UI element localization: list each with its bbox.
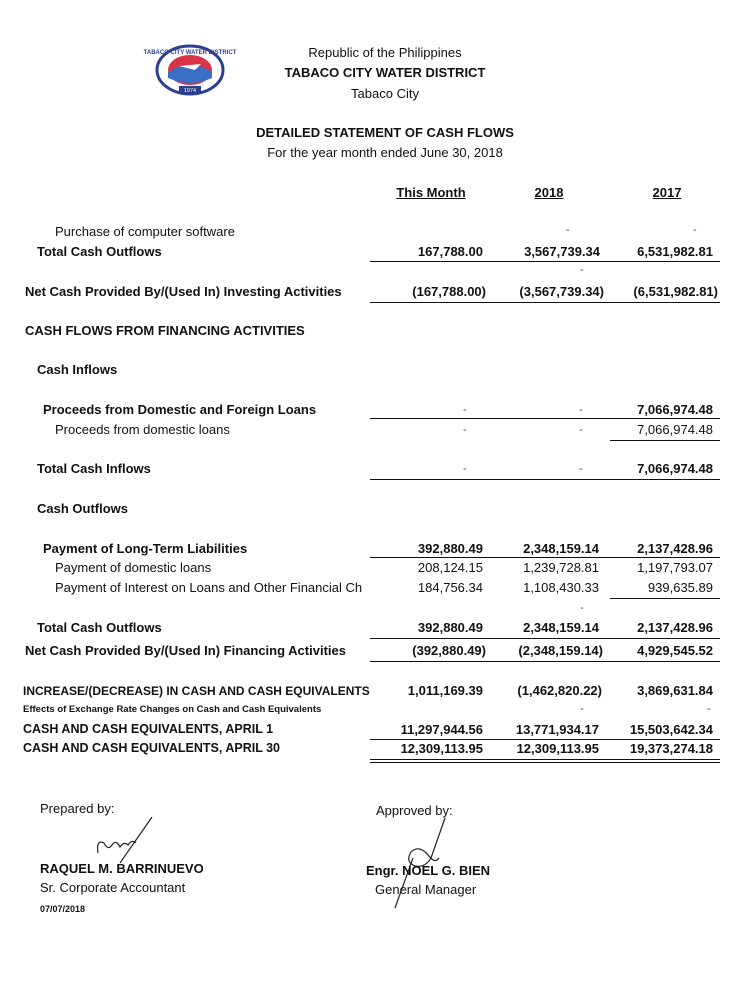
approved-by-name: Engr. NOEL G. BIEN	[366, 863, 491, 878]
value-2017: 3,869,631.84	[637, 683, 713, 698]
subsection-cash-outflows: Cash Outflows	[37, 501, 129, 516]
value-2018: (2,348,159.14)	[518, 643, 603, 658]
rule	[370, 638, 720, 639]
value-2018: (1,462,820.22)	[517, 683, 602, 698]
value-2017: 2,137,428.96	[637, 620, 713, 635]
dash: -	[463, 463, 467, 475]
row-label-april-30: CASH AND CASH EQUIVALENTS, APRIL 30	[23, 741, 280, 755]
rule	[610, 440, 720, 441]
row-label-payment-interest: Payment of Interest on Loans and Other Financial Ch	[55, 580, 363, 595]
republic-line: Republic of the Philippines	[308, 45, 462, 60]
dash: -	[579, 424, 583, 436]
city-name: Tabaco City	[351, 86, 419, 101]
rule	[370, 418, 720, 419]
value-2018: 2,348,159.14	[523, 541, 599, 556]
double-rule	[370, 759, 720, 763]
row-label-proceeds: Proceeds from Domestic and Foreign Loans	[43, 402, 317, 417]
value-this-month: 12,309,113.95	[400, 741, 483, 756]
statement-title: DETAILED STATEMENT OF CASH FLOWS	[256, 125, 514, 140]
rule	[370, 557, 720, 558]
col-header-2018: 2018	[534, 185, 564, 200]
value-2018: 1,239,728.81	[523, 560, 599, 575]
rule	[370, 661, 720, 662]
row-label-total-outflows-financing: Total Cash Outflows	[37, 620, 162, 635]
value-2018: 3,567,739.34	[524, 244, 600, 259]
value-2017: 7,066,974.48	[637, 461, 713, 476]
prepared-by-label: Prepared by:	[40, 801, 115, 816]
value-2017: 4,929,545.52	[637, 643, 713, 658]
col-header-this-month: This Month	[396, 185, 466, 200]
value-this-month: 392,880.49	[417, 620, 483, 635]
row-label-software: Purchase of computer software	[55, 224, 235, 239]
row-label-payment-ltl: Payment of Long-Term Liabilities	[43, 541, 248, 556]
value-2018: 12,309,113.95	[516, 741, 599, 756]
district-name: TABACO CITY WATER DISTRICT	[284, 65, 486, 80]
value-this-month: 11,297,944.56	[400, 722, 483, 737]
value-2017: 939,635.89	[647, 580, 713, 595]
value-2018: 13,771,934.17	[515, 722, 599, 737]
value-2017: 2,137,428.96	[637, 541, 713, 556]
value-2017: 7,066,974.48	[637, 422, 713, 437]
value-2018: 1,108,430.33	[523, 580, 599, 595]
dash: -	[463, 424, 467, 436]
dash: -	[693, 224, 697, 236]
dash: -	[463, 404, 467, 416]
row-label-net-investing: Net Cash Provided By/(Used In) Investing Activities	[25, 284, 342, 299]
value-2018: 2,348,159.14	[523, 620, 599, 635]
value-this-month: 208,124.15	[417, 560, 483, 575]
prepared-by-name: RAQUEL M. BARRINUEVO	[40, 861, 204, 876]
rule	[370, 739, 720, 740]
value-2017: 15,503,642.34	[629, 722, 713, 737]
value-this-month: 1,011,169.39	[407, 683, 483, 698]
value-2017: 7,066,974.48	[637, 402, 713, 417]
row-label-fx-effects: Effects of Exchange Rate Changes on Cash and Cash Equivalents	[23, 704, 322, 715]
row-label-proceeds-domestic: Proceeds from domestic loans	[55, 422, 230, 437]
svg-text:1974: 1974	[183, 88, 197, 94]
dash: -	[580, 703, 584, 715]
value-this-month: (167,788.00)	[412, 284, 486, 299]
rule	[370, 261, 720, 262]
approved-by-title: General Manager	[375, 882, 477, 897]
dash: -	[707, 703, 711, 715]
prepared-date: 07/07/2018	[40, 904, 86, 914]
svg-text:TABACO CITY WATER DISTRICT: TABACO CITY WATER DISTRICT	[143, 50, 237, 56]
rule	[610, 598, 720, 599]
value-2018: (3,567,739.34)	[519, 284, 604, 299]
col-header-2017: 2017	[652, 185, 682, 200]
dash: -	[579, 463, 583, 475]
statement-subtitle: For the year month ended June 30, 2018	[267, 145, 503, 160]
subsection-cash-inflows: Cash Inflows	[37, 362, 118, 377]
value-this-month: 392,880.49	[417, 541, 483, 556]
dash: -	[580, 264, 584, 276]
rule	[370, 302, 720, 303]
row-label-payment-domestic: Payment of domestic loans	[55, 560, 212, 575]
dash: -	[580, 602, 584, 614]
row-label-total-outflows-investing: Total Cash Outflows	[37, 244, 162, 259]
row-label-increase: INCREASE/(DECREASE) IN CASH AND CASH EQUIVALENTS	[23, 684, 370, 698]
value-this-month: 167,788.00	[417, 244, 483, 259]
section-heading-financing: CASH FLOWS FROM FINANCING ACTIVITIES	[25, 323, 305, 338]
dash: -	[579, 404, 583, 416]
value-2017: 1,197,793.07	[637, 560, 713, 575]
water-district-seal	[143, 44, 237, 96]
value-2017: 19,373,274.18	[629, 741, 713, 756]
rule	[370, 479, 720, 480]
dash: -	[566, 224, 570, 236]
value-2017: 6,531,982.81	[637, 244, 713, 259]
value-2017: (6,531,982.81)	[633, 284, 718, 299]
approved-by-label: Approved by:	[376, 803, 453, 818]
row-label-april-1: CASH AND CASH EQUIVALENTS, APRIL 1	[23, 722, 274, 736]
prepared-by-title: Sr. Corporate Accountant	[40, 880, 186, 895]
row-label-total-inflows: Total Cash Inflows	[37, 461, 151, 476]
value-this-month: 184,756.34	[417, 580, 483, 595]
row-label-net-financing: Net Cash Provided By/(Used In) Financing Activities	[25, 643, 346, 658]
value-this-month: (392,880.49)	[412, 643, 486, 658]
